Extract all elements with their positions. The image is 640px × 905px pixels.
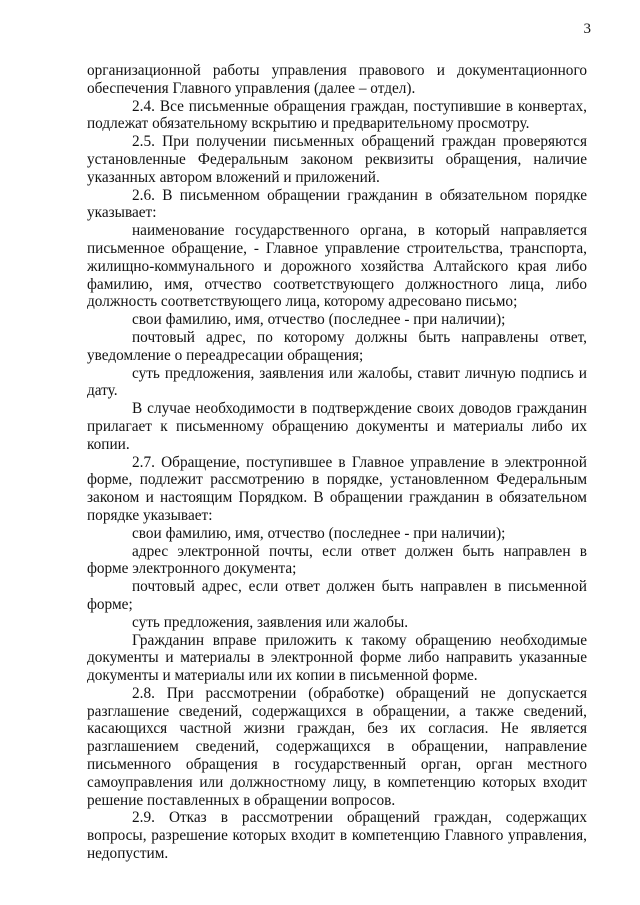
- paragraph-2-9: 2.9. Отказ в рассмотрении обращений граждан, содержащих вопросы, разрешение которых входит в компетенцию Главного управления, недопустим.: [87, 809, 587, 863]
- paragraph-2-6-essence: суть предложения, заявления или жалобы, ставит личную подпись и дату.: [87, 364, 587, 400]
- paragraph-2-4: 2.4. Все письменные обращения граждан, поступившие в конвертах, подлежат обязательному вскрытию и предварительному просмотру.: [87, 97, 587, 133]
- paragraph-2-6-attachments: В случае необходимости в подтверждение своих доводов гражданин прилагает к письменному обращению документы и материалы либо их копии.: [87, 400, 587, 453]
- paragraph-2-6: 2.6. В письменном обращении гражданин в обязательном порядке указывает:: [87, 186, 587, 222]
- paragraph-2-6-postal-address: почтовый адрес, по которому должны быть направлены ответ, уведомление о переадресации обращения;: [87, 328, 587, 364]
- page-number: 3: [583, 21, 591, 37]
- paragraph-2-7-postal-address: почтовый адрес, если ответ должен быть направлен в письменной форме;: [87, 578, 587, 613]
- paragraph-2-7-name: свои фамилию, имя, отчество (последнее - при наличии);: [132, 524, 506, 542]
- paragraph-2-7-essence: суть предложения, заявления или жалобы.: [132, 613, 409, 631]
- paragraph-2-6-name: свои фамилию, имя, отчество (последнее - при наличии);: [132, 311, 506, 329]
- paragraph-2-8: 2.8. При рассмотрении (обработке) обращений не допускается разглашение сведений, содержащихся в обращении, а также сведений, касающихся частной жизни граждан, без их согласия. Не является разглашением сведений, содержащихся в обращении, направление письменного обращения в государственный орган, орган местного самоуправления или должностному лицу, в компетенцию которых входит решение поставленных в обращении вопросов.: [87, 684, 587, 809]
- document-body: [87, 62, 587, 863]
- paragraph-2-7-attachments: Гражданин вправе приложить к такому обращению необходимые документы и материалы в электронной форме либо направить указанные документы и материалы или их копии в письменной форме.: [87, 631, 587, 685]
- paragraph-2-5: 2.5. При получении письменных обращений граждан проверяются установленные Федеральным законом реквизиты обращения, наличие указанных автором вложений и приложений.: [87, 133, 587, 186]
- paragraph-2-7: 2.7. Обращение, поступившее в Главное управление в электронной форме, подлежит рассмотрению в порядке, установленном Федеральным законом и настоящим Порядком. В обращении гражданин в обязательном порядке указывает:: [87, 453, 587, 524]
- paragraph-continuation: организационной работы управления правового и документационного обеспечения Главного управления (далее – отдел).: [87, 62, 587, 97]
- paragraph-2-7-email: адрес электронной почты, если ответ должен быть направлен в форме электронного документа;: [87, 542, 587, 578]
- paragraph-2-6-addressee: наименование государственного органа, в который направляется письменное обращение, - Главное управление строительства, транспорта, жилищно-коммунального и дорожного хозяйства Алтайского края либо фамилию, имя, отчество соответствующего должностного лица, либо должность соответствующего лица, которому адресовано письмо;: [87, 222, 587, 311]
